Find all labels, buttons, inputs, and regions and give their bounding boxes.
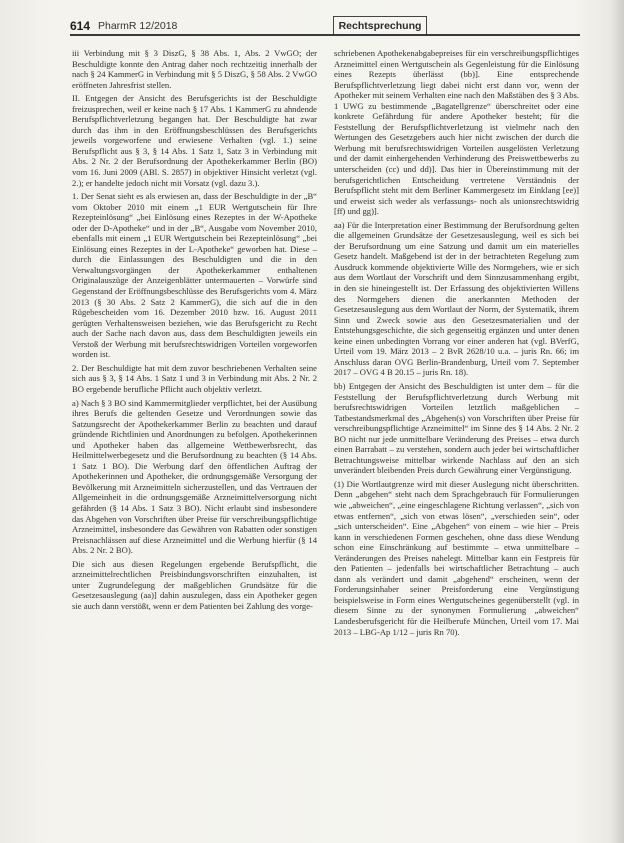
header-rule: [70, 34, 580, 36]
page-number: 614: [70, 19, 91, 33]
page-edge-shadow: [610, 0, 624, 843]
paragraph: iii Verbindung mit § 3 DiszG, § 38 Abs. 1, Abs. 2 VwGO; der Beschuldigte konnte den Antrag daher noch rechtzeitig innerhalb der nach § 24 KammerG in Verbindung mit § 5 DiszG, § 58 Abs. 2 VwGO eröffneten Jahresfrist stellen.: [72, 48, 317, 90]
paragraph: a) Nach § 3 BO sind Kammermitglieder verpflichtet, bei der Ausübung ihres Berufs die geltenden Gesetze und Verordnungen sowie das Satzungsrecht der Apothekerkammer Berlin zu beachten und darauf gründende Richtlinien und Anordnungen zu befolgen. Apothekerinnen und Apotheker haben das allgemeine Wettbewerbsrecht, das Heilmittelwerbegesetz und die Berufsordnung zu beachten (§ 14 Abs. 1 Satz 1 BO). Die Werbung darf den öffentlichen Auftrag der Apothekerinnen und Apotheker, die ordnungsgemäße Versorgung der Bevölkerung mit Arzneimitteln sicherzustellen, und das Vertrauen der Allgemeinheit in die ordnungsgemäße Arzneimittelversorgung nicht gefährden (§ 14 Abs. 1 Satz 3 BO). Nicht erlaubt sind insbesondere das Abgehen von Vorschriften über Preise für verschreibungspflichtige Arzneimittel, insbesondere das Gewähren von Rabatten oder sonstigen Preisnachlässen auf diese Arzneimittel und die Werbung hierfür (§ 14 Abs. 2 Nr. 2 BO).: [72, 397, 317, 556]
paragraph: (1) Die Wortlautgrenze wird mit dieser Auslegung nicht überschritten. Denn „abgehen“ steht nach dem Sprachgebrauch für Formulierungen wie „abweichen“, „eine eingeschlagene Richtung verlassen“, „sich von etwas entfernen“, „sich von etwas lösen“, „verschieden sein“, oder „sich unterscheiden“. Eine „Abgehen“ von einem – wie hier – Preis kann in verschiedenen Formen geschehen, ohne dass diese Wendung schon eine Einschränkung auf bestimmte – etwa unmittelbare – Veränderungen des Preises nahelegt. Mittelbar kann ein Festpreis für den Patienten – jedenfalls bei wirtschaftlicher Betrachtung – auch dann als verändert und damit „abgehend“ erscheinen, wenn der Forderungsinhaber seiner Preisforderung eine Vergünstigung beispielsweise in Form eines Wertgutscheines gegenüberstellt (vgl. in diesem Sinne zu der synonymen Formulierung „abweichen“ Landesberufsgericht für die Heilberufe München, Urteil vom 17. Mai 2013 – LBG-Ap 1/12 – juris Rn 70).: [334, 478, 579, 637]
paragraph: Die sich aus diesen Regelungen ergebende Berufspflicht, die arzneimittelrechtlichen Preisbindungsvorschriften einzuhalten, ist unter Zugrundelegung der maßgeblichen Grundsätze für die Gesetzesauslegung (aa)] dahin auszulegen, dass ein Apotheker gegen sie auch dann verstößt, wenn er dem Patienten bei Zahlung des vorge-: [72, 558, 317, 611]
paragraph: schriebenen Apothekenabgabepreises für ein verschreibungspflichtiges Arzneimittel einen Wertgutschein als Gegenleistung für die Einlösung eines Rezepts überlässt (bb)]. Eine entsprechende Berufspflichtverletzung liegt dabei nicht erst dann vor, wenn der Apotheker mit seinem Verhalten eine nach den Maßstäben des § 3 Abs. 1 UWG zu bestimmende „Bagatellgrenze“ überschreitet oder eine konkrete Gefährdung für andere Apotheker besteht; für die Feststellung der Berufspflichtverletzung ist vielmehr nach den Wertungen des Gesetzgebers auch hier nicht zwischen der durch die Werbung mit berufsrechtswidrigen Vorteilen ausgelösten Verletzung und der damit einhergehenden Verhinderung des Preiswettbewerbs zu unterscheiden (cc) und dd)]. Das hier in Übereinstimmung mit der berufsgerichtlichen Entscheidung vertretene Verständnis der Berufspflicht steht mit dem Berliner Kammergesetz im Einklang [ee)] und erweist sich weder als verfassungs- noch als unionsrechtswidrig [ff) und gg)].: [334, 48, 579, 217]
paragraph: bb) Entgegen der Ansicht des Beschuldigten ist unter dem – für die Feststellung der Berufspflichtverletzung durch Werbung mit berufsrechtswidrigen Vorteilen letztlich maßgeblichen – Tatbestandsmerkmal des „Abgehen(s) von Vorschriften über Preise für verschreibungspflichtige Arzneimittel“ im Sinne des § 14 Abs. 2 Nr. 2 BO nicht nur jede unmittelbare Veränderung des Preises – etwa durch einen Barrabatt – zu verstehen, sondern auch jeder bei wirtschaftlicher Betrachtungsweise mittelbar wirkende Nachlass auf den an sich unverändert bleibenden Preis durch Gewährung einer Vergünstigung.: [334, 380, 579, 476]
journal-citation: PharmR 12/2018: [98, 20, 178, 32]
paragraph: 1. Der Senat sieht es als erwiesen an, dass der Beschuldigte in der „B“ vom Oktober 2010 mit einem „1 EUR Wertgutschein für Ihre Rezepteinlösung“ „bei Einlösung eines Rezeptes in der W-Apotheke oder der D-Apotheke“ und in der „B“, Ausgabe vom November 2010, ebenfalls mit einem „1 EUR Wertgutschein bei Rezepteinlösung“ „bei Einlösung eines Rezeptes in der L-Apotheke“ geworben hat. Diese – durch die Einlassungen des Beschuldigten und die in den Verwaltungsvorgängen der Apothekerkammer enthaltenen Originalauszüge der Anzeigenblätter untermauerten – Vorwürfe sind Gegenstand der Eröffnungsbeschlüsse des Berufsgerichts vom 4. März 2013 (§ 30 Abs. 2 Satz 2 KammerG), die sich auf die in den Rügebescheiden vom 16. Dezember 2010 bzw. 16. August 2011 gerügten Verhaltensweisen beziehen, wie das Berufsgericht zu Recht auch der Sache nach davon aus, dass dem Beschuldigten jeweils ein Verstoß der Werbung mit berufsrechtswidrigen Vorteilen vorgeworfen worden ist.: [72, 191, 317, 360]
left-column: [72, 48, 317, 614]
page-header: [70, 16, 580, 38]
section-title: Rechtsprechung: [333, 16, 427, 35]
paragraph: aa) Für die Interpretation einer Bestimmung der Berufsordnung gelten die allgemeinen Grundsätze der Gesetzesauslegung, weil es sich bei der Berufsordnung um eine Satzung und damit um ein materielles Gesetz handelt. Maßgebend ist der in der betrachteten Regelung zum Ausdruck kommende objektivierte Wille des Normgebers, wie er sich aus dem Wortlaut der Vorschrift und dem Sinnzusammenhang ergibt, in den sie hineingestellt ist. Der Erfassung des objektivierten Willens des Normgebers dienen die anerkannten Methoden der Gesetzesauslegung aus dem Wortlaut der Norm, der Systematik, ihrem Sinn und Zweck sowie aus den Gesetzesmaterialien und der Entstehungsgeschichte, die sich gegenseitig ergänzen und unter denen keine einen unbedingten Vorrang vor einer anderen hat (vgl. BVerfG, Urteil vom 19. März 2013 – 2 BvR 2628/10 u.a. – juris Rn. 66; im Anschluss daran OVG Berlin-Brandenburg, Urteil vom 7. September 2017 – OVG 4 B 20.15 – juris Rn. 18).: [334, 219, 579, 378]
right-column: [334, 48, 579, 640]
paragraph: 2. Der Beschuldigte hat mit dem zuvor beschriebenen Verhalten seine sich aus § 3, § 14 Abs. 1 Satz 1 und 3 in Verbindung mit Abs. 2 Nr. 2 BO ergebende berufliche Pflicht auch objektiv verletzt.: [72, 362, 317, 394]
paragraph: II. Entgegen der Ansicht des Berufsgerichts ist der Beschuldigte freizusprechen, weil er keine nach § 17 Abs. 1 KammerG zu ahndende Berufspflichtverletzung begangen hat. Der Beschuldigte hat zwar durch das ihm in den Eröffnungsbeschlüssen des Berufsgerichts jeweils vorgeworfene und erwiesene Verhalten (vgl. 1.) seine Berufspflicht aus § 3, § 14 Abs. 1 Satz 1, Satz 3 in Verbindung mit Abs. 2 Nr. 2 der Berufsordnung der Apothekerkammer Berlin (BO) vom 16. Juni 2009 (ABl. S. 2857) in objektiver Hinsicht verletzt (vgl. 2.); er handelte jedoch nicht mit Vorsatz (vgl. dazu 3.).: [72, 93, 317, 188]
